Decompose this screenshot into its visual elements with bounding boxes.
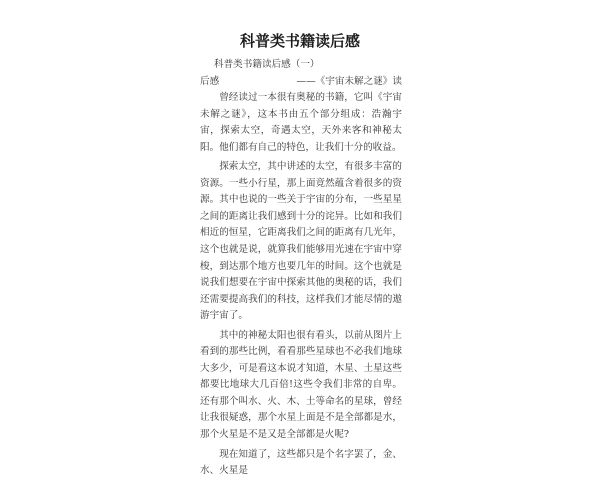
paragraph-intro: 曾经读过一本很有奥秘的书籍，它叫《宇宙未解之谜》，这本书由五个部分组成：浩瀚宇宙，探索太空，奇遇太空，天外来客和神秘太阳。他们都有自己的特色，让我们十分的收益。 [200,92,402,153]
subtitle-tail: 后感 [200,75,220,87]
subtitle-right: ——《宇宙未解之谜》读 [296,75,402,87]
paragraph-explore-space: 探索太空，其中讲述的太空，有很多丰富的资源。一些小行星，那上面竟然蕴含着很多的资源。其中也说的一些关于宇宙的分布，一些星星之间的距离让我们感到十分的诧异。比如和我们相近的恒星，它距离我们之间的距离有几光年，这个也就是说，就算我们能够用光速在宇宙中穿梭，到达那个地方也要几年的时间。这个也就是说我们想要在宇宙中探索其他的奥秘的话，我们还需要提高我们的科技，这样我们才能尽情的遨游宇宙了。 [200,161,402,322]
paragraph-mysterious-sun: 其中的神秘太阳也很有看头，以前从图片上看到的那些比例，看看那些星球也不必我们地球大多少，可是看这本说才知道，木星、土星这些都要比地球大几百倍!这些令我们非常的自卑。还有那个叫水、火、木、土等命名的星球，曾经让我很疑惑，那个水星上面是不是全部都是水，那个火星是不是又是全部都是火呢? [200,329,402,441]
document-body [200,57,402,483]
subtitle-left: 科普类书籍读后感（一） [214,59,320,70]
document-title: 科普类书籍读后感 [239,32,360,50]
subtitle-row [200,57,402,87]
paragraph-conclusion: 现在知道了，这些都只是个名字罢了，金、水、火星是 [200,448,402,477]
